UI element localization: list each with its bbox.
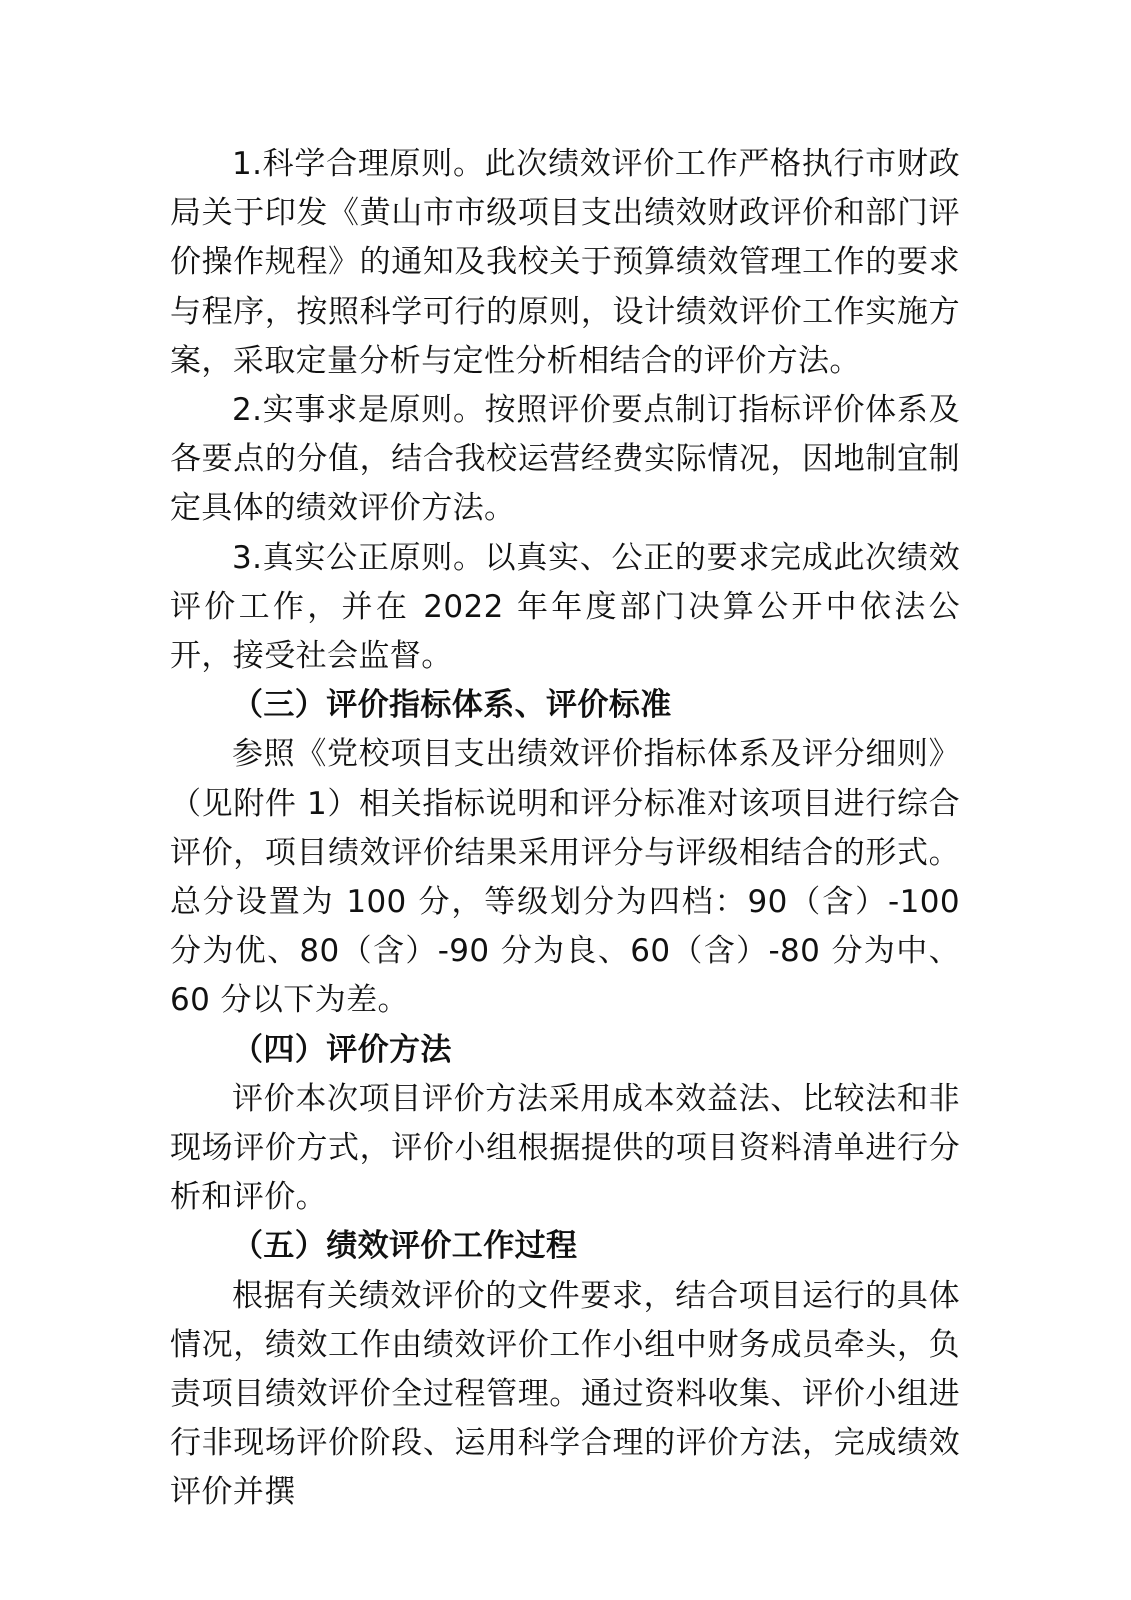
paragraph-evaluation-index: 参照《党校项目支出绩效评价指标体系及评分细则》（见附件 1）相关指标说明和评分标准对该项目进行综合评价，项目绩效评价结果采用评分与评级相结合的形式。总分设置为 100 分，等级划分为四档：90（含）-100 分为优、80（含）-90 分为良、60（含）-80 分为中、60 分以下为差。	[170, 736, 960, 1019]
paragraph-principle-2: 2.实事求是原则。按照评价要点制订指标评价体系及各要点的分值，结合我校运营经费实际情况，因地制宜制定具体的绩效评价方法。	[170, 392, 960, 527]
paragraph-principle-1: 1.科学合理原则。此次绩效评价工作严格执行市财政局关于印发《黄山市市级项目支出绩效财政评价和部门评价操作规程》的通知及我校关于预算绩效管理工作的要求与程序，按照科学可行的原则，设计绩效评价工作实施方案，采取定量分析与定性分析相结合的评价方法。	[170, 146, 960, 379]
paragraph-evaluation-method: 评价本次项目评价方法采用成本效益法、比较法和非现场评价方式，评价小组根据提供的项目资料清单进行分析和评价。	[170, 1080, 960, 1216]
heading-evaluation-index: （三）评价指标体系、评价标准	[232, 687, 672, 724]
paragraph-evaluation-process: 根据有关绩效评价的文件要求，结合项目运行的具体情况，绩效工作由绩效评价工作小组中财务成员牵头，负责项目绩效评价全过程管理。通过资料收集、评价小组进行非现场评价阶段、运用科学合理的评价方法，完成绩效评价并撰	[170, 1277, 960, 1511]
heading-evaluation-process: （五）绩效评价工作过程	[232, 1228, 578, 1265]
heading-evaluation-method: （四）评价方法	[232, 1031, 452, 1068]
paragraph-principle-3: 3.真实公正原则。以真实、公正的要求完成此次绩效评价工作，并在 2022 年年度部门决算公开中依法公开，接受社会监督。	[170, 539, 960, 675]
document-body	[170, 140, 960, 1518]
